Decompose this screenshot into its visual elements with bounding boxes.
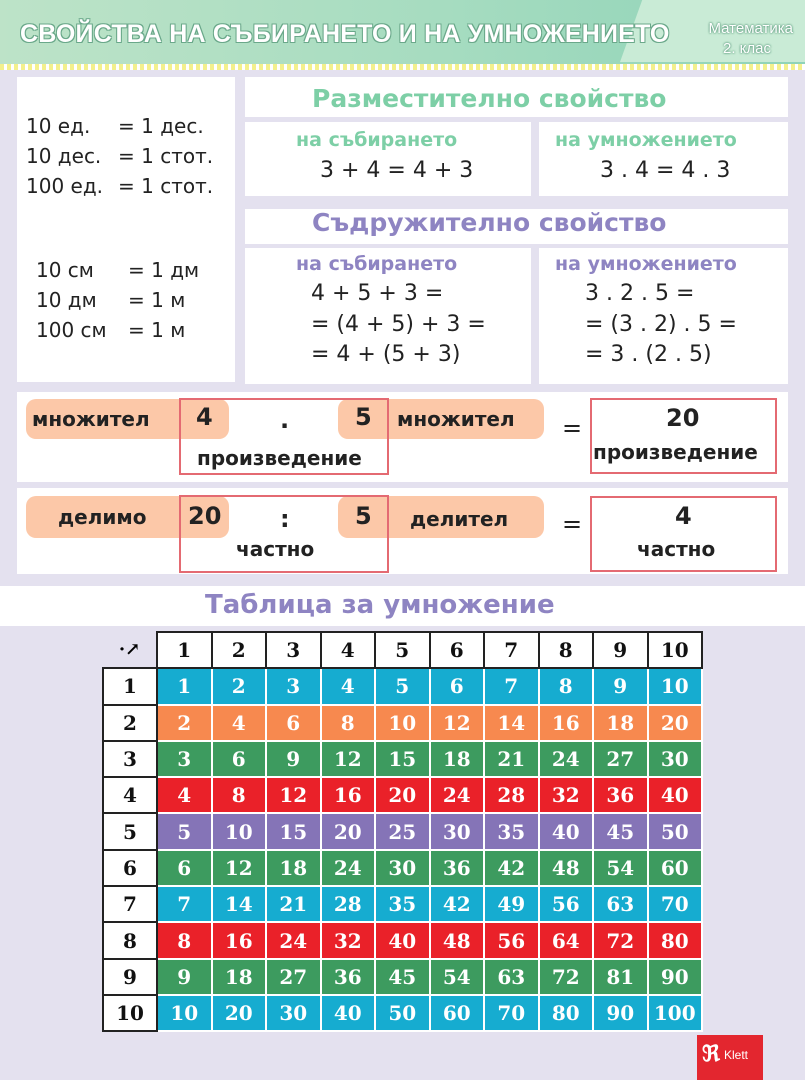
conversion-left: 10 ед. [26,114,91,138]
product-cell: 24 [430,777,485,813]
product-cell: 63 [593,886,648,922]
conversion-left: 100 ед. [26,174,104,198]
product-cell: 35 [484,813,539,849]
product-cell: 20 [375,777,430,813]
product-cell: 4 [212,705,267,741]
product-cell: 72 [539,959,594,995]
column-header: 4 [321,632,376,668]
product-cell: 36 [321,959,376,995]
product-cell: 9 [593,668,648,704]
conversion-right: = 1 стот. [118,174,214,198]
product-cell: 50 [375,995,430,1031]
product-cell: 15 [266,813,321,849]
multiplication-table [102,631,703,1032]
product-cell: 42 [484,850,539,886]
product-cell: 20 [212,995,267,1031]
product-cell: 40 [375,922,430,958]
row-header: 10 [103,995,157,1031]
product-cell: 16 [321,777,376,813]
table-row [103,668,702,704]
table-row [103,777,702,813]
factor-label: множител [397,407,515,431]
product-cell: 8 [539,668,594,704]
product-cell: 18 [266,850,321,886]
row-header: 4 [103,777,157,813]
product-cell: 18 [593,705,648,741]
equals-sign: = [562,510,583,538]
product-cell: 40 [321,995,376,1031]
product-result-label: произведение [593,440,758,464]
associative-addition-label: на събирането [296,253,458,275]
equals-sign: = [562,414,583,442]
product-cell: 24 [266,922,321,958]
product-cell: 40 [648,777,703,813]
product-cell: 40 [539,813,594,849]
row-header: 8 [103,922,157,958]
row-header: 1 [103,668,157,704]
commutative-multiplication-label: на умножението [555,129,737,151]
product-cell: 21 [484,741,539,777]
associative-addition-line: = 4 + (5 + 3) [311,342,461,367]
publisher-logo [697,1035,763,1080]
product-cell: 8 [212,777,267,813]
quotient-result: 4 [675,502,692,530]
product-cell: 27 [593,741,648,777]
product-cell: 4 [321,668,376,704]
associative-multiplication-line: = 3 . (2 . 5) [585,342,712,367]
column-header: 9 [593,632,648,668]
product-cell: 10 [157,995,212,1031]
header-dotted-border [0,64,805,70]
conversion-right: = 1 м [128,288,186,312]
product-cell: 56 [539,886,594,922]
product-cell: 70 [648,886,703,922]
product-cell: 12 [212,850,267,886]
product-cell: 80 [648,922,703,958]
product-cell: 14 [212,886,267,922]
dividend-value: 20 [188,502,222,530]
column-header: 1 [157,632,212,668]
quotient-label: частно [236,537,315,561]
product-cell: 63 [484,959,539,995]
product-cell: 24 [539,741,594,777]
product-cell: 90 [593,995,648,1031]
column-header: 5 [375,632,430,668]
commutative-addition-equation: 3 + 4 = 4 + 3 [320,158,474,183]
divisor-label: делител [410,507,509,531]
column-header: 6 [430,632,485,668]
header [0,0,805,70]
column-header: 7 [484,632,539,668]
conversion-right: = 1 дм [128,258,200,282]
product-cell: 50 [648,813,703,849]
product-cell: 90 [648,959,703,995]
product-cell: 70 [484,995,539,1031]
product-cell: 45 [375,959,430,995]
product-cell: 18 [212,959,267,995]
product-cell: 45 [593,813,648,849]
table-row [103,850,702,886]
product-cell: 12 [266,777,321,813]
product-cell: 20 [321,813,376,849]
dividend-label: делимо [58,505,147,529]
product-cell: 48 [430,922,485,958]
product-cell: 24 [321,850,376,886]
conversion-right: = 1 стот. [118,144,214,168]
product-cell: 60 [648,850,703,886]
corner-arrow-icon: ·↗ [118,639,141,661]
product-cell: 54 [430,959,485,995]
product-cell: 8 [157,922,212,958]
quotient-bracket-box [179,495,389,573]
product-cell: 54 [593,850,648,886]
table-row [103,705,702,741]
product-cell: 81 [593,959,648,995]
product-cell: 10 [648,668,703,704]
conversion-left: 10 дес. [26,144,102,168]
product-cell: 12 [321,741,376,777]
product-cell: 30 [648,741,703,777]
product-cell: 28 [321,886,376,922]
klett-logo-icon: ℜ [702,1041,720,1067]
commutative-addition-label: на събирането [296,129,458,151]
product-cell: 6 [266,705,321,741]
subject-label: Математика [708,20,793,37]
division-operator: : [280,505,290,533]
grade-label: 2. клас [722,40,771,57]
table-row [103,741,702,777]
row-header: 2 [103,705,157,741]
logo-text: Klett [724,1048,749,1062]
conversion-right: = 1 дес. [118,114,204,138]
factor-value: 5 [355,403,372,431]
product-cell: 5 [375,668,430,704]
product-cell: 36 [430,850,485,886]
product-cell: 21 [266,886,321,922]
product-cell: 16 [212,922,267,958]
associative-addition-line: = (4 + 5) + 3 = [311,312,486,337]
row-header: 6 [103,850,157,886]
product-cell: 32 [321,922,376,958]
product-cell: 9 [157,959,212,995]
table-row [103,959,702,995]
row-header: 5 [103,813,157,849]
row-header: 3 [103,741,157,777]
table-row [103,995,702,1031]
product-cell: 6 [212,741,267,777]
factor-value: 4 [196,403,213,431]
product-cell: 72 [593,922,648,958]
associative-title: Съдружително свойство [312,208,667,237]
table-header-row [103,632,702,668]
multiplication-operator: . [280,406,290,434]
product-cell: 9 [266,741,321,777]
associative-multiplication-line: 3 . 2 . 5 = [585,281,695,306]
table-title: Таблица за умножение [205,590,555,620]
conversion-left: 10 см [36,258,94,282]
product-cell: 12 [430,705,485,741]
product-cell: 6 [157,850,212,886]
quotient-result-label: частно [637,537,716,561]
product-cell: 14 [484,705,539,741]
product-cell: 8 [321,705,376,741]
conversion-right: = 1 м [128,318,186,342]
product-cell: 7 [157,886,212,922]
product-cell: 1 [157,668,212,704]
product-cell: 18 [430,741,485,777]
product-cell: 15 [375,741,430,777]
divisor-value: 5 [355,502,372,530]
row-header: 7 [103,886,157,922]
product-cell: 28 [484,777,539,813]
product-cell: 3 [157,741,212,777]
product-cell: 25 [375,813,430,849]
associative-multiplication-line: = (3 . 2) . 5 = [585,312,737,337]
product-result: 20 [666,404,700,432]
product-cell: 30 [430,813,485,849]
commutative-title: Разместително свойство [312,84,667,113]
product-cell: 35 [375,886,430,922]
row-header: 9 [103,959,157,995]
product-cell: 16 [539,705,594,741]
product-cell: 4 [157,777,212,813]
column-header: 10 [648,632,703,668]
product-cell: 80 [539,995,594,1031]
product-cell: 7 [484,668,539,704]
product-cell: 42 [430,886,485,922]
product-cell: 36 [593,777,648,813]
product-cell: 20 [648,705,703,741]
column-header: 3 [266,632,321,668]
factor-label: множител [32,407,150,431]
product-cell: 32 [539,777,594,813]
page-title: СВОЙСТВА НА СЪБИРАНЕТО И НА УМНОЖЕНИЕТО [20,20,670,48]
product-cell: 5 [157,813,212,849]
table-row [103,813,702,849]
product-cell: 56 [484,922,539,958]
product-cell: 30 [375,850,430,886]
product-cell: 6 [430,668,485,704]
product-cell: 30 [266,995,321,1031]
column-header: 8 [539,632,594,668]
commutative-multiplication-equation: 3 . 4 = 4 . 3 [600,158,731,183]
product-cell: 10 [212,813,267,849]
product-cell: 48 [539,850,594,886]
associative-multiplication-label: на умножението [555,253,737,275]
product-cell: 60 [430,995,485,1031]
product-cell: 2 [212,668,267,704]
conversion-left: 10 дм [36,288,97,312]
product-cell: 27 [266,959,321,995]
product-cell: 49 [484,886,539,922]
product-cell: 10 [375,705,430,741]
associative-addition-line: 4 + 5 + 3 = [311,281,444,306]
column-header: 2 [212,632,267,668]
table-row [103,886,702,922]
product-cell: 2 [157,705,212,741]
product-cell: 100 [648,995,703,1031]
product-cell: 64 [539,922,594,958]
table-row [103,922,702,958]
conversion-left: 100 см [36,318,107,342]
product-label: произведение [197,446,362,470]
product-cell: 3 [266,668,321,704]
